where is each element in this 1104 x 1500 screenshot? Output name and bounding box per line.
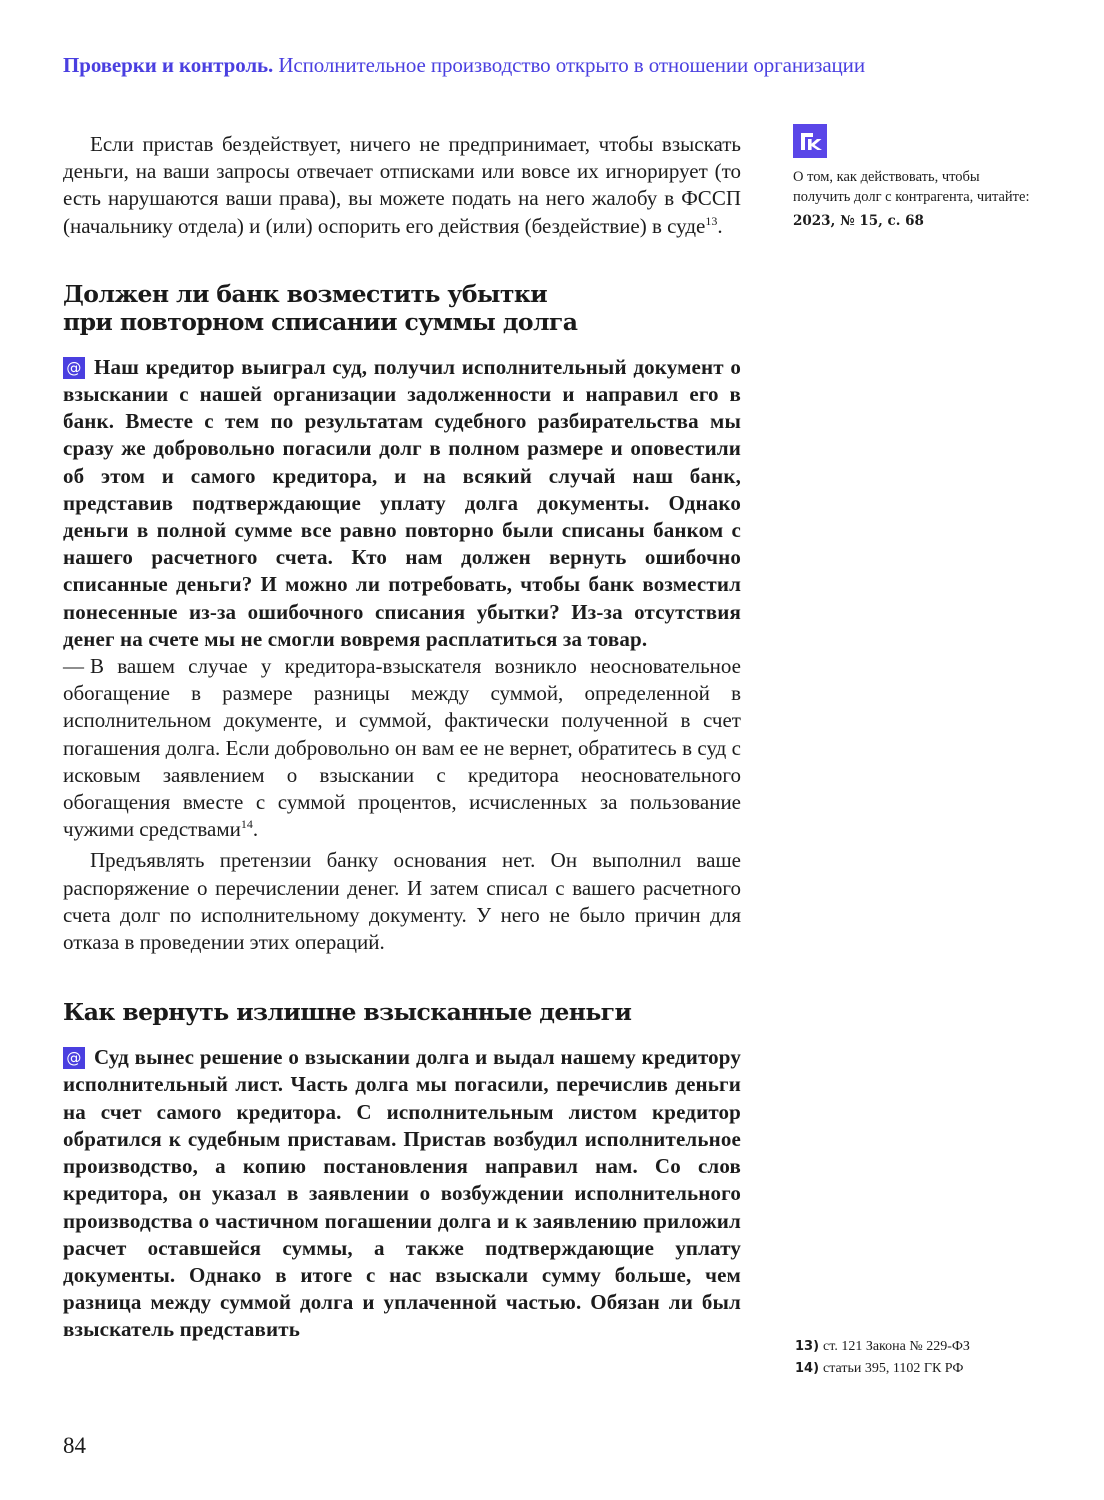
footnote-text: ст. 121 Закона № 229-ФЗ <box>823 1339 970 1354</box>
sidebar-reference-link[interactable]: 2023, № 15, с. 68 <box>793 213 924 229</box>
question-paragraph: @ Суд вынес решение о взыскании долга и выдал нашему кредитору исполнительный лист. Часть долга мы погасили, перечислив деньги на счет самого кредитора. С исполнительным листом кредитор обратился к судебным приставам. Пристав возбудил исполнительное производство, а копию постановления направил нам. Со слов кредитора, он указал в заявлении о возбуждении исполнительного производства о частичном погашении долга и к заявлению приложил расчет оставшейся суммы, а также подтверждающие уплату документы. Однако в итоге с нас взыскали сумму больше, чем разница между суммой долга и уплаченной частью. Обязан ли был взыскатель представить <box>63 1045 741 1342</box>
section-heading-bank-losses: Должен ли банк возместить убытки при повторном списании суммы долга <box>63 279 578 336</box>
intro-paragraph: Если пристав бездействует, ничего не предпринимает, чтобы взыскать деньги, на ваши запросы отвечает отписками или вовсе их игнорирует (то есть нарушаются ваши права), вы можете подать на него жалобу в ФССП (начальнику отдела) и (или) оспорить его действия (бездействие) в суде$^{13}$. <box>63 132 741 238</box>
answer-paragraph: — В вашем случае у кредитора-взыскателя возникло неосновательное обогащение в размере разницы между суммой, определенной в исполнительном документе, и суммой, фактически полученной в счет погашения долга. Если добровольно он вам ее не вернет, обратитесь в суд с исковым заявлением о взыскании с кредитора неосновательного обогащения вместе с суммой процентов, исчисленных за пользование чужими средствами$^{14}$. <box>63 654 741 842</box>
page-number: 84 <box>63 1433 86 1458</box>
running-head-section: Проверки и контроль. <box>63 53 274 77</box>
footnote-ref-14[interactable]: 14 <box>240 817 253 832</box>
sidebar-note <box>793 124 1033 231</box>
main-column <box>63 131 741 1344</box>
footnote-13 <box>795 1336 970 1358</box>
footnote-text: статьи 395, 1102 ГК РФ <box>823 1361 964 1376</box>
answer-dash: — <box>63 654 84 679</box>
running-head-title: Исполнительное производство открыто в отношении организации <box>278 53 865 77</box>
footnote-number: 14) <box>795 1361 820 1376</box>
section-heading-return-money: Как вернуть излишне взысканные деньги <box>63 998 632 1027</box>
question-at-icon: @ <box>63 357 85 379</box>
footnote-ref-13[interactable]: 13 <box>705 213 718 228</box>
footnotes <box>795 1336 970 1380</box>
question-at-icon: @ <box>63 1047 85 1069</box>
gk-logo-icon <box>793 124 827 158</box>
footnote-14 <box>795 1358 970 1380</box>
footnote-number: 13) <box>795 1339 820 1354</box>
question-paragraph: @ Наш кредитор выиграл суд, получил исполнительный документ о взыскании с нашей организации задолженности и направил его в банк. Вместе с тем по результатам судебного разбирательства мы сразу же добровольно погасили долг в полном размере и оповестили об этом и самого кредитора, и на всякий случай наш банк, представив подтверждающие уплату долга документы. Однако деньги в полной сумме все равно повторно были списаны банком с нашего расчетного счета. Кто нам должен вернуть ошибочно списанные деньги? И можно ли потребовать, чтобы банк возместил понесенные из-за ошибочного списания убытки? Из-за отсутствия денег на счете мы не смогли вовремя расплатиться за товар. <box>63 354 741 651</box>
followup-paragraph: Предъявлять претензии банку основания нет. Он выполнил ваше распоряжение о перечислении денег. И затем списал с вашего расчетного счета долг по исполнительному документу. У него не было причин для отказа в проведении этих операций. <box>63 848 741 955</box>
running-head <box>63 53 1023 78</box>
sidebar-note-text: О том, как действовать, чтобы получить долг с контрагента, читайте: <box>793 169 1030 205</box>
